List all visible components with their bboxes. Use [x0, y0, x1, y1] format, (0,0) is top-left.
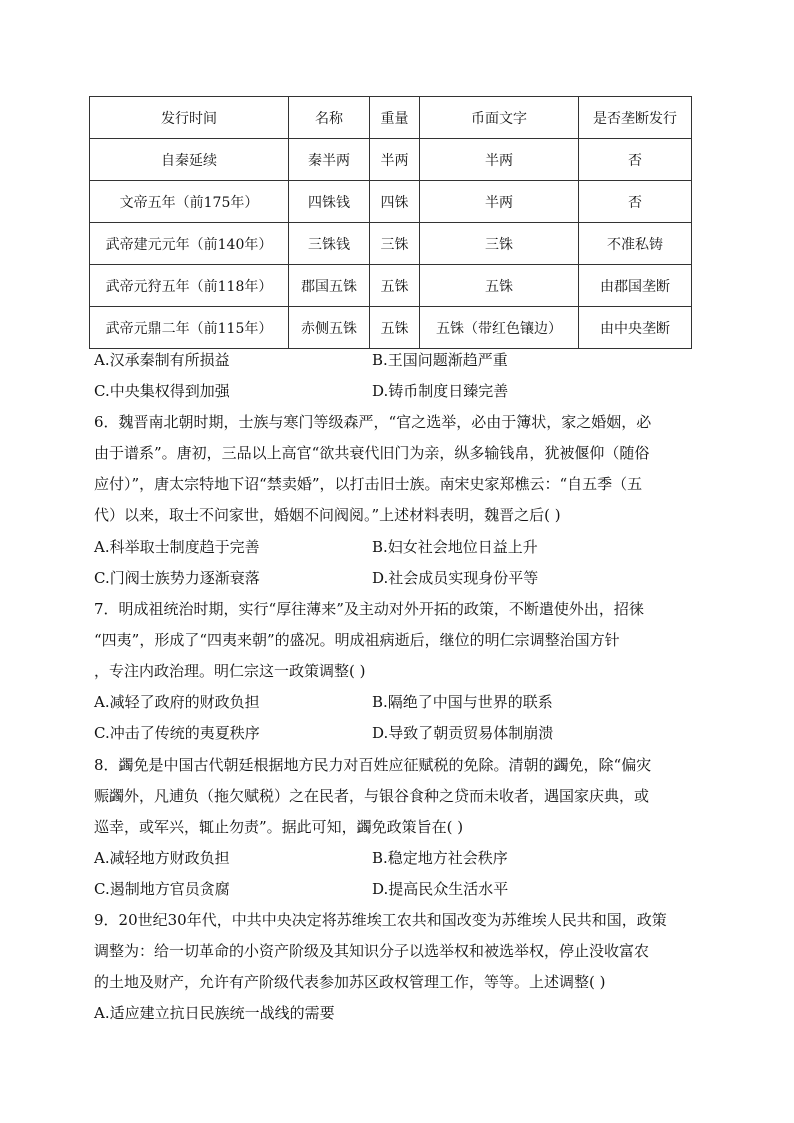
q7-option-a: A.减轻了政府的财政负担 [94, 693, 260, 711]
table-row [90, 139, 692, 181]
coinage-table [89, 96, 692, 349]
table-cell: 武帝元鼎二年（前115年） [90, 307, 289, 349]
table-cell: 四铢 [370, 181, 420, 223]
q9-stem-line: 调整为：给一切革命的小资产阶级及其知识分子以选举权和被选举权，停止没收富农 [94, 942, 650, 960]
q7-stem-line: 7．明成祖统治时期，实行“厚往薄来”及主动对外开拓的政策，不断遣使外出，招徕 [94, 600, 644, 618]
header-inscription: 币面文字 [420, 97, 579, 139]
table-cell: 五铢 [370, 265, 420, 307]
table-row [90, 307, 692, 349]
q5-option-b: B.王国问题渐趋严重 [372, 351, 508, 369]
header-name: 名称 [289, 97, 370, 139]
table-cell: 半两 [420, 139, 579, 181]
q5-option-a: A.汉承秦制有所损益 [94, 351, 230, 369]
table-cell: 三铢 [420, 223, 579, 265]
q7-option-d: D.导致了朝贡贸易体制崩溃 [372, 724, 554, 742]
table-cell: 否 [579, 139, 692, 181]
q5-option-c: C.中央集权得到加强 [94, 382, 230, 400]
table-cell: 四铢钱 [289, 181, 370, 223]
table-cell: 半两 [420, 181, 579, 223]
q6-stem-line: 代）以来，取士不问家世，婚姻不问阀阅。”上述材料表明，魏晋之后( ) [94, 506, 561, 524]
q6-stem-line: 应付）”，唐太宗特地下诏“禁卖婚”，以打击旧士族。南宋史家郑樵云：“自五季（五 [94, 475, 643, 493]
table-cell: 三铢钱 [289, 223, 370, 265]
table-cell: 五铢（带红色镶边） [420, 307, 579, 349]
q9-stem-line: 的土地及财产，允许有产阶级代表参加苏区政权管理工作，等等。上述调整( ) [94, 973, 606, 991]
table-cell: 否 [579, 181, 692, 223]
q5-option-d: D.铸币制度日臻完善 [372, 382, 509, 400]
table-cell: 由中央垄断 [579, 307, 692, 349]
q8-option-a: A.减轻地方财政负担 [94, 849, 230, 867]
q8-stem-line: 巡幸，或军兴，辄止勿责”。据此可知，蠲免政策旨在( ) [94, 818, 464, 836]
q9-option-a: A.适应建立抗日民族统一战线的需要 [94, 1004, 335, 1022]
q8-option-d: D.提高民众生活水平 [372, 880, 509, 898]
q6-option-b: B.妇女社会地位日益上升 [372, 538, 538, 556]
table-cell: 五铢 [420, 265, 579, 307]
header-monopoly: 是否垄断发行 [579, 97, 692, 139]
table-cell: 五铢 [370, 307, 420, 349]
q6-option-c: C.门阀士族势力逐渐衰落 [94, 569, 260, 587]
q7-stem-line: ，专注内政治理。明仁宗这一政策调整( ) [94, 662, 366, 680]
q8-stem-line: 8．蠲免是中国古代朝廷根据地方民力对百姓应征赋税的免除。清朝的蠲免，除“偏灾 [94, 756, 652, 774]
table-cell: 自秦延续 [90, 139, 289, 181]
table-row [90, 181, 692, 223]
q6-stem-line: 6．魏晋南北朝时期，士族与寒门等级森严，“官之选举，必由于簿状，家之婚姻，必 [94, 413, 652, 431]
q9-stem-line: 9．20世纪30年代，中共中央决定将苏维埃工农共和国改变为苏维埃人民共和国，政策 [94, 911, 667, 929]
table-cell: 武帝元狩五年（前118年） [90, 265, 289, 307]
q8-stem-line: 赈蠲外，凡逋负（拖欠赋税）之在民者，与银谷食种之贷而未收者，遇国家庆典，或 [94, 787, 650, 805]
table-cell: 不准私铸 [579, 223, 692, 265]
table-cell: 秦半两 [289, 139, 370, 181]
q7-option-c: C.冲击了传统的夷夏秩序 [94, 724, 260, 742]
table-cell: 郡国五铢 [289, 265, 370, 307]
header-weight: 重量 [370, 97, 420, 139]
q8-option-b: B.稳定地方社会秩序 [372, 849, 508, 867]
table-cell: 武帝建元元年（前140年） [90, 223, 289, 265]
q8-option-c: C.遏制地方官员贪腐 [94, 880, 230, 898]
q7-option-b: B.隔绝了中国与世界的联系 [372, 693, 553, 711]
header-issue-time: 发行时间 [90, 97, 289, 139]
table-cell: 文帝五年（前175年） [90, 181, 289, 223]
q6-option-d: D.社会成员实现身份平等 [372, 569, 539, 587]
table-cell: 半两 [370, 139, 420, 181]
table-cell: 三铢 [370, 223, 420, 265]
table-cell: 由郡国垄断 [579, 265, 692, 307]
table-cell: 赤侧五铢 [289, 307, 370, 349]
q7-stem-line: “四夷”，形成了“四夷来朝”的盛况。明成祖病逝后，继位的明仁宗调整治国方针 [94, 631, 620, 649]
table-row [90, 265, 692, 307]
table-header-row [90, 97, 692, 139]
q6-option-a: A.科举取士制度趋于完善 [94, 538, 260, 556]
table-row [90, 223, 692, 265]
q6-stem-line: 由于谱系”。唐初，三品以上高官“欲共衰代旧门为亲，纵多输钱帛，犹被偃仰（随俗 [94, 444, 650, 462]
